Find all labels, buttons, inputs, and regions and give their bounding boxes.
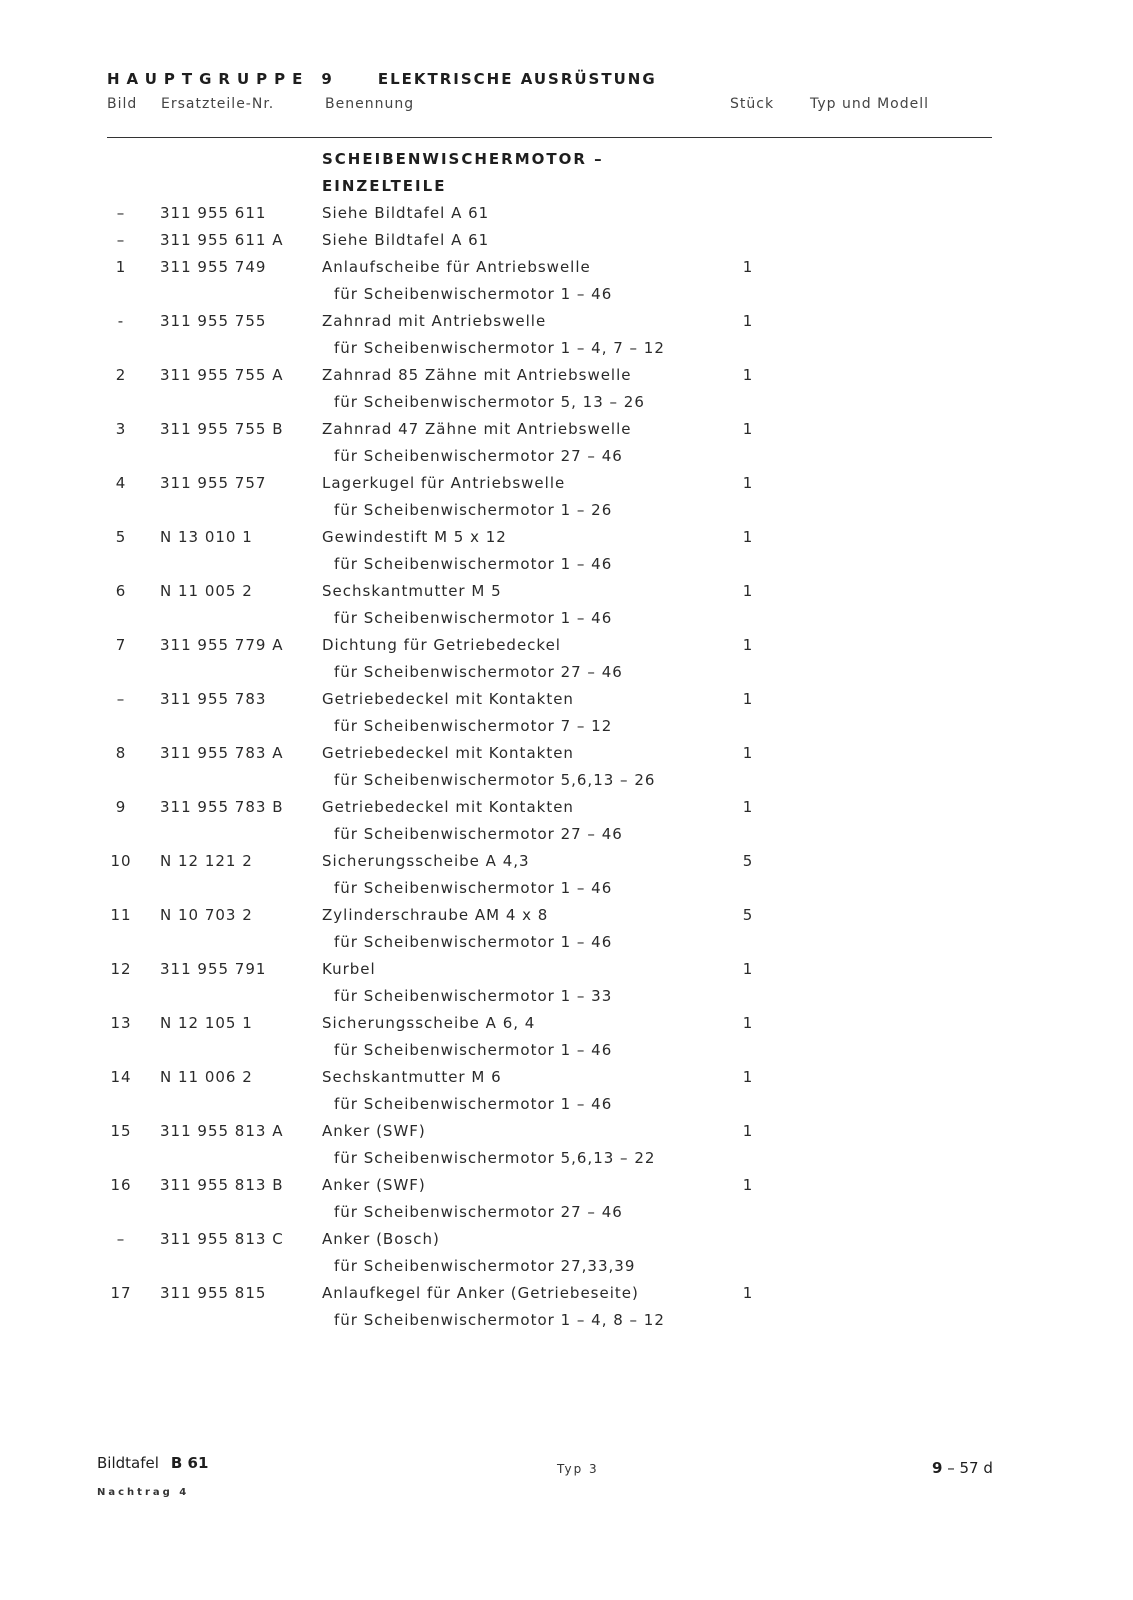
section-title-line-1 [0, 150, 1133, 176]
item-bild: 16 [110, 1176, 132, 1194]
list-item-applicability [0, 771, 1133, 797]
item-name: Dichtung für Getriebedeckel [322, 636, 561, 654]
item-part-number: 311 955 815 [160, 1284, 267, 1302]
footer-nachtrag: Nachtrag 4 [97, 1487, 190, 1498]
item-bild: 9 [115, 798, 127, 816]
col-head-name: Benennung [325, 96, 415, 112]
item-applicability: für Scheibenwischermotor 1 – 4, 7 – 12 [334, 339, 665, 357]
item-applicability: für Scheibenwischermotor 27,33,39 [334, 1257, 636, 1275]
group-title: ELEKTRISCHE AUSRÜSTUNG [377, 70, 657, 88]
list-item-applicability [0, 1203, 1133, 1229]
list-item [0, 366, 1133, 392]
item-part-number: N 13 010 1 [160, 528, 253, 546]
item-name: Gewindestift M 5 x 12 [322, 528, 507, 546]
item-part-number: 311 955 783 [160, 690, 267, 708]
page-header [107, 70, 657, 88]
item-name: Lagerkugel für Antriebswelle [322, 474, 566, 492]
item-qty: 1 [742, 1176, 754, 1194]
item-qty: 1 [742, 1014, 754, 1032]
item-qty: 1 [742, 636, 754, 654]
item-applicability: für Scheibenwischermotor 1 – 46 [334, 1041, 613, 1059]
item-name: Anker (Bosch) [322, 1230, 440, 1248]
section-subtitle: EINZELTEILE [322, 177, 447, 195]
item-part-number: 311 955 611 A [160, 231, 284, 249]
item-bild: 8 [115, 744, 127, 762]
list-item [0, 744, 1133, 770]
list-item [0, 204, 1133, 230]
group-label: HAUPTGRUPPE [107, 70, 310, 88]
item-qty: 1 [742, 1068, 754, 1086]
item-name: Zahnrad mit Antriebswelle [322, 312, 547, 330]
item-qty: 1 [742, 474, 754, 492]
item-bild: 3 [115, 420, 127, 438]
item-applicability: für Scheibenwischermotor 1 – 46 [334, 555, 613, 573]
col-head-qty: Stück [730, 96, 775, 112]
item-applicability: für Scheibenwischermotor 27 – 46 [334, 825, 623, 843]
item-part-number: N 11 006 2 [160, 1068, 253, 1086]
item-qty: 1 [742, 312, 754, 330]
item-part-number: 311 955 783 B [160, 798, 284, 816]
list-item [0, 636, 1133, 662]
item-name: Sicherungsscheibe A 4,3 [322, 852, 530, 870]
item-applicability: für Scheibenwischermotor 1 – 46 [334, 609, 613, 627]
item-applicability: für Scheibenwischermotor 1 – 4, 8 – 12 [334, 1311, 665, 1329]
list-item [0, 1122, 1133, 1148]
item-name: Anker (SWF) [322, 1122, 426, 1140]
list-item-applicability [0, 609, 1133, 635]
list-item [0, 960, 1133, 986]
list-item-applicability [0, 393, 1133, 419]
list-item-applicability [0, 1311, 1133, 1337]
item-bild: 1 [115, 258, 127, 276]
item-applicability: für Scheibenwischermotor 7 – 12 [334, 717, 613, 735]
item-part-number: 311 955 757 [160, 474, 267, 492]
list-item-applicability [0, 717, 1133, 743]
item-applicability: für Scheibenwischermotor 27 – 46 [334, 447, 623, 465]
item-part-number: N 12 105 1 [160, 1014, 253, 1032]
item-bild: 6 [115, 582, 127, 600]
item-bild: – [116, 231, 126, 249]
list-item-applicability [0, 501, 1133, 527]
list-item [0, 1068, 1133, 1094]
item-qty: 1 [742, 798, 754, 816]
item-qty: 1 [742, 1122, 754, 1140]
item-qty: 1 [742, 744, 754, 762]
list-item [0, 690, 1133, 716]
item-name: Sechskantmutter M 6 [322, 1068, 502, 1086]
list-item [0, 420, 1133, 446]
item-applicability: für Scheibenwischermotor 27 – 46 [334, 663, 623, 681]
item-applicability: für Scheibenwischermotor 1 – 46 [334, 285, 613, 303]
footer-typ: Typ 3 [557, 1462, 599, 1476]
item-name: Anlaufscheibe für Antriebswelle [322, 258, 591, 276]
list-item [0, 1176, 1133, 1202]
item-name: Zahnrad 47 Zähne mit Antriebswelle [322, 420, 632, 438]
list-item [0, 852, 1133, 878]
item-applicability: für Scheibenwischermotor 5,6,13 – 26 [334, 771, 656, 789]
list-item-applicability [0, 555, 1133, 581]
item-qty: 5 [742, 906, 754, 924]
item-bild: – [116, 204, 126, 222]
item-applicability: für Scheibenwischermotor 1 – 46 [334, 1095, 613, 1113]
bildtafel-value: B 61 [170, 1454, 209, 1472]
item-name: Siehe Bildtafel A 61 [322, 231, 490, 249]
list-item-applicability [0, 879, 1133, 905]
item-name: Anker (SWF) [322, 1176, 426, 1194]
item-part-number: 311 955 813 C [160, 1230, 284, 1248]
item-part-number: 311 955 779 A [160, 636, 284, 654]
page-number-suffix: – 57 d [942, 1459, 993, 1477]
item-qty: 1 [742, 690, 754, 708]
section-title: SCHEIBENWISCHERMOTOR – [322, 150, 604, 168]
item-qty: 1 [742, 420, 754, 438]
section-title-line-2 [0, 177, 1133, 203]
item-bild: 10 [110, 852, 132, 870]
item-part-number: 311 955 783 A [160, 744, 284, 762]
item-part-number: 311 955 611 [160, 204, 267, 222]
list-item [0, 1230, 1133, 1256]
item-name: Zahnrad 85 Zähne mit Antriebswelle [322, 366, 632, 384]
item-name: Zylinderschraube AM 4 x 8 [322, 906, 549, 924]
item-applicability: für Scheibenwischermotor 1 – 46 [334, 933, 613, 951]
list-item-applicability [0, 285, 1133, 311]
list-item-applicability [0, 447, 1133, 473]
page-number [932, 1459, 993, 1477]
item-applicability: für Scheibenwischermotor 27 – 46 [334, 1203, 623, 1221]
item-bild: – [116, 1230, 126, 1248]
list-item-applicability [0, 1257, 1133, 1283]
item-bild: 7 [115, 636, 127, 654]
list-item-applicability [0, 987, 1133, 1013]
item-qty: 1 [742, 258, 754, 276]
header-rule [107, 137, 992, 138]
item-part-number: 311 955 813 B [160, 1176, 284, 1194]
item-bild: 4 [115, 474, 127, 492]
item-part-number: N 10 703 2 [160, 906, 253, 924]
list-item [0, 906, 1133, 932]
item-applicability: für Scheibenwischermotor 5, 13 – 26 [334, 393, 645, 411]
item-bild: 15 [110, 1122, 132, 1140]
list-item [0, 258, 1133, 284]
list-item-applicability [0, 825, 1133, 851]
item-applicability: für Scheibenwischermotor 1 – 46 [334, 879, 613, 897]
list-item [0, 798, 1133, 824]
item-bild: 11 [110, 906, 132, 924]
item-bild: 2 [115, 366, 127, 384]
item-bild: 17 [110, 1284, 132, 1302]
list-item-applicability [0, 1149, 1133, 1175]
list-item [0, 231, 1133, 257]
item-qty: 1 [742, 960, 754, 978]
item-bild: – [116, 690, 126, 708]
list-item-applicability [0, 1095, 1133, 1121]
item-part-number: 311 955 755 [160, 312, 267, 330]
item-part-number: 311 955 791 [160, 960, 267, 978]
list-item-applicability [0, 663, 1133, 689]
item-name: Getriebedeckel mit Kontakten [322, 744, 574, 762]
group-number: 9 [321, 70, 332, 88]
list-item-applicability [0, 933, 1133, 959]
item-bild: 5 [115, 528, 127, 546]
item-part-number: N 11 005 2 [160, 582, 253, 600]
col-head-model: Typ und Modell [810, 96, 929, 112]
item-part-number: 311 955 755 B [160, 420, 284, 438]
footer-bildtafel [97, 1454, 208, 1472]
item-applicability: für Scheibenwischermotor 1 – 26 [334, 501, 613, 519]
item-bild: 13 [110, 1014, 132, 1032]
item-qty: 5 [742, 852, 754, 870]
item-qty: 1 [742, 582, 754, 600]
item-part-number: 311 955 755 A [160, 366, 284, 384]
item-applicability: für Scheibenwischermotor 1 – 33 [334, 987, 613, 1005]
list-item [0, 1014, 1133, 1040]
list-item [0, 474, 1133, 500]
item-name: Getriebedeckel mit Kontakten [322, 798, 574, 816]
col-head-part: Ersatzteile-Nr. [161, 96, 275, 112]
list-item-applicability [0, 339, 1133, 365]
item-qty: 1 [742, 1284, 754, 1302]
item-name: Kurbel [322, 960, 376, 978]
item-part-number: 311 955 813 A [160, 1122, 284, 1140]
page-number-prefix: 9 [932, 1459, 943, 1477]
item-name: Sechskantmutter M 5 [322, 582, 502, 600]
item-qty: 1 [742, 366, 754, 384]
item-name: Siehe Bildtafel A 61 [322, 204, 490, 222]
list-item [0, 312, 1133, 338]
bildtafel-label: Bildtafel [97, 1454, 159, 1472]
list-item [0, 1284, 1133, 1310]
list-item [0, 528, 1133, 554]
list-item [0, 582, 1133, 608]
item-bild: 12 [110, 960, 132, 978]
list-item-applicability [0, 1041, 1133, 1067]
item-bild: 14 [110, 1068, 132, 1086]
item-name: Sicherungsscheibe A 6, 4 [322, 1014, 536, 1032]
item-part-number: 311 955 749 [160, 258, 267, 276]
col-head-bild: Bild [107, 96, 138, 112]
item-qty: 1 [742, 528, 754, 546]
item-part-number: N 12 121 2 [160, 852, 253, 870]
item-applicability: für Scheibenwischermotor 5,6,13 – 22 [334, 1149, 656, 1167]
item-bild: - [117, 312, 125, 330]
item-name: Anlaufkegel für Anker (Getriebeseite) [322, 1284, 639, 1302]
item-name: Getriebedeckel mit Kontakten [322, 690, 574, 708]
